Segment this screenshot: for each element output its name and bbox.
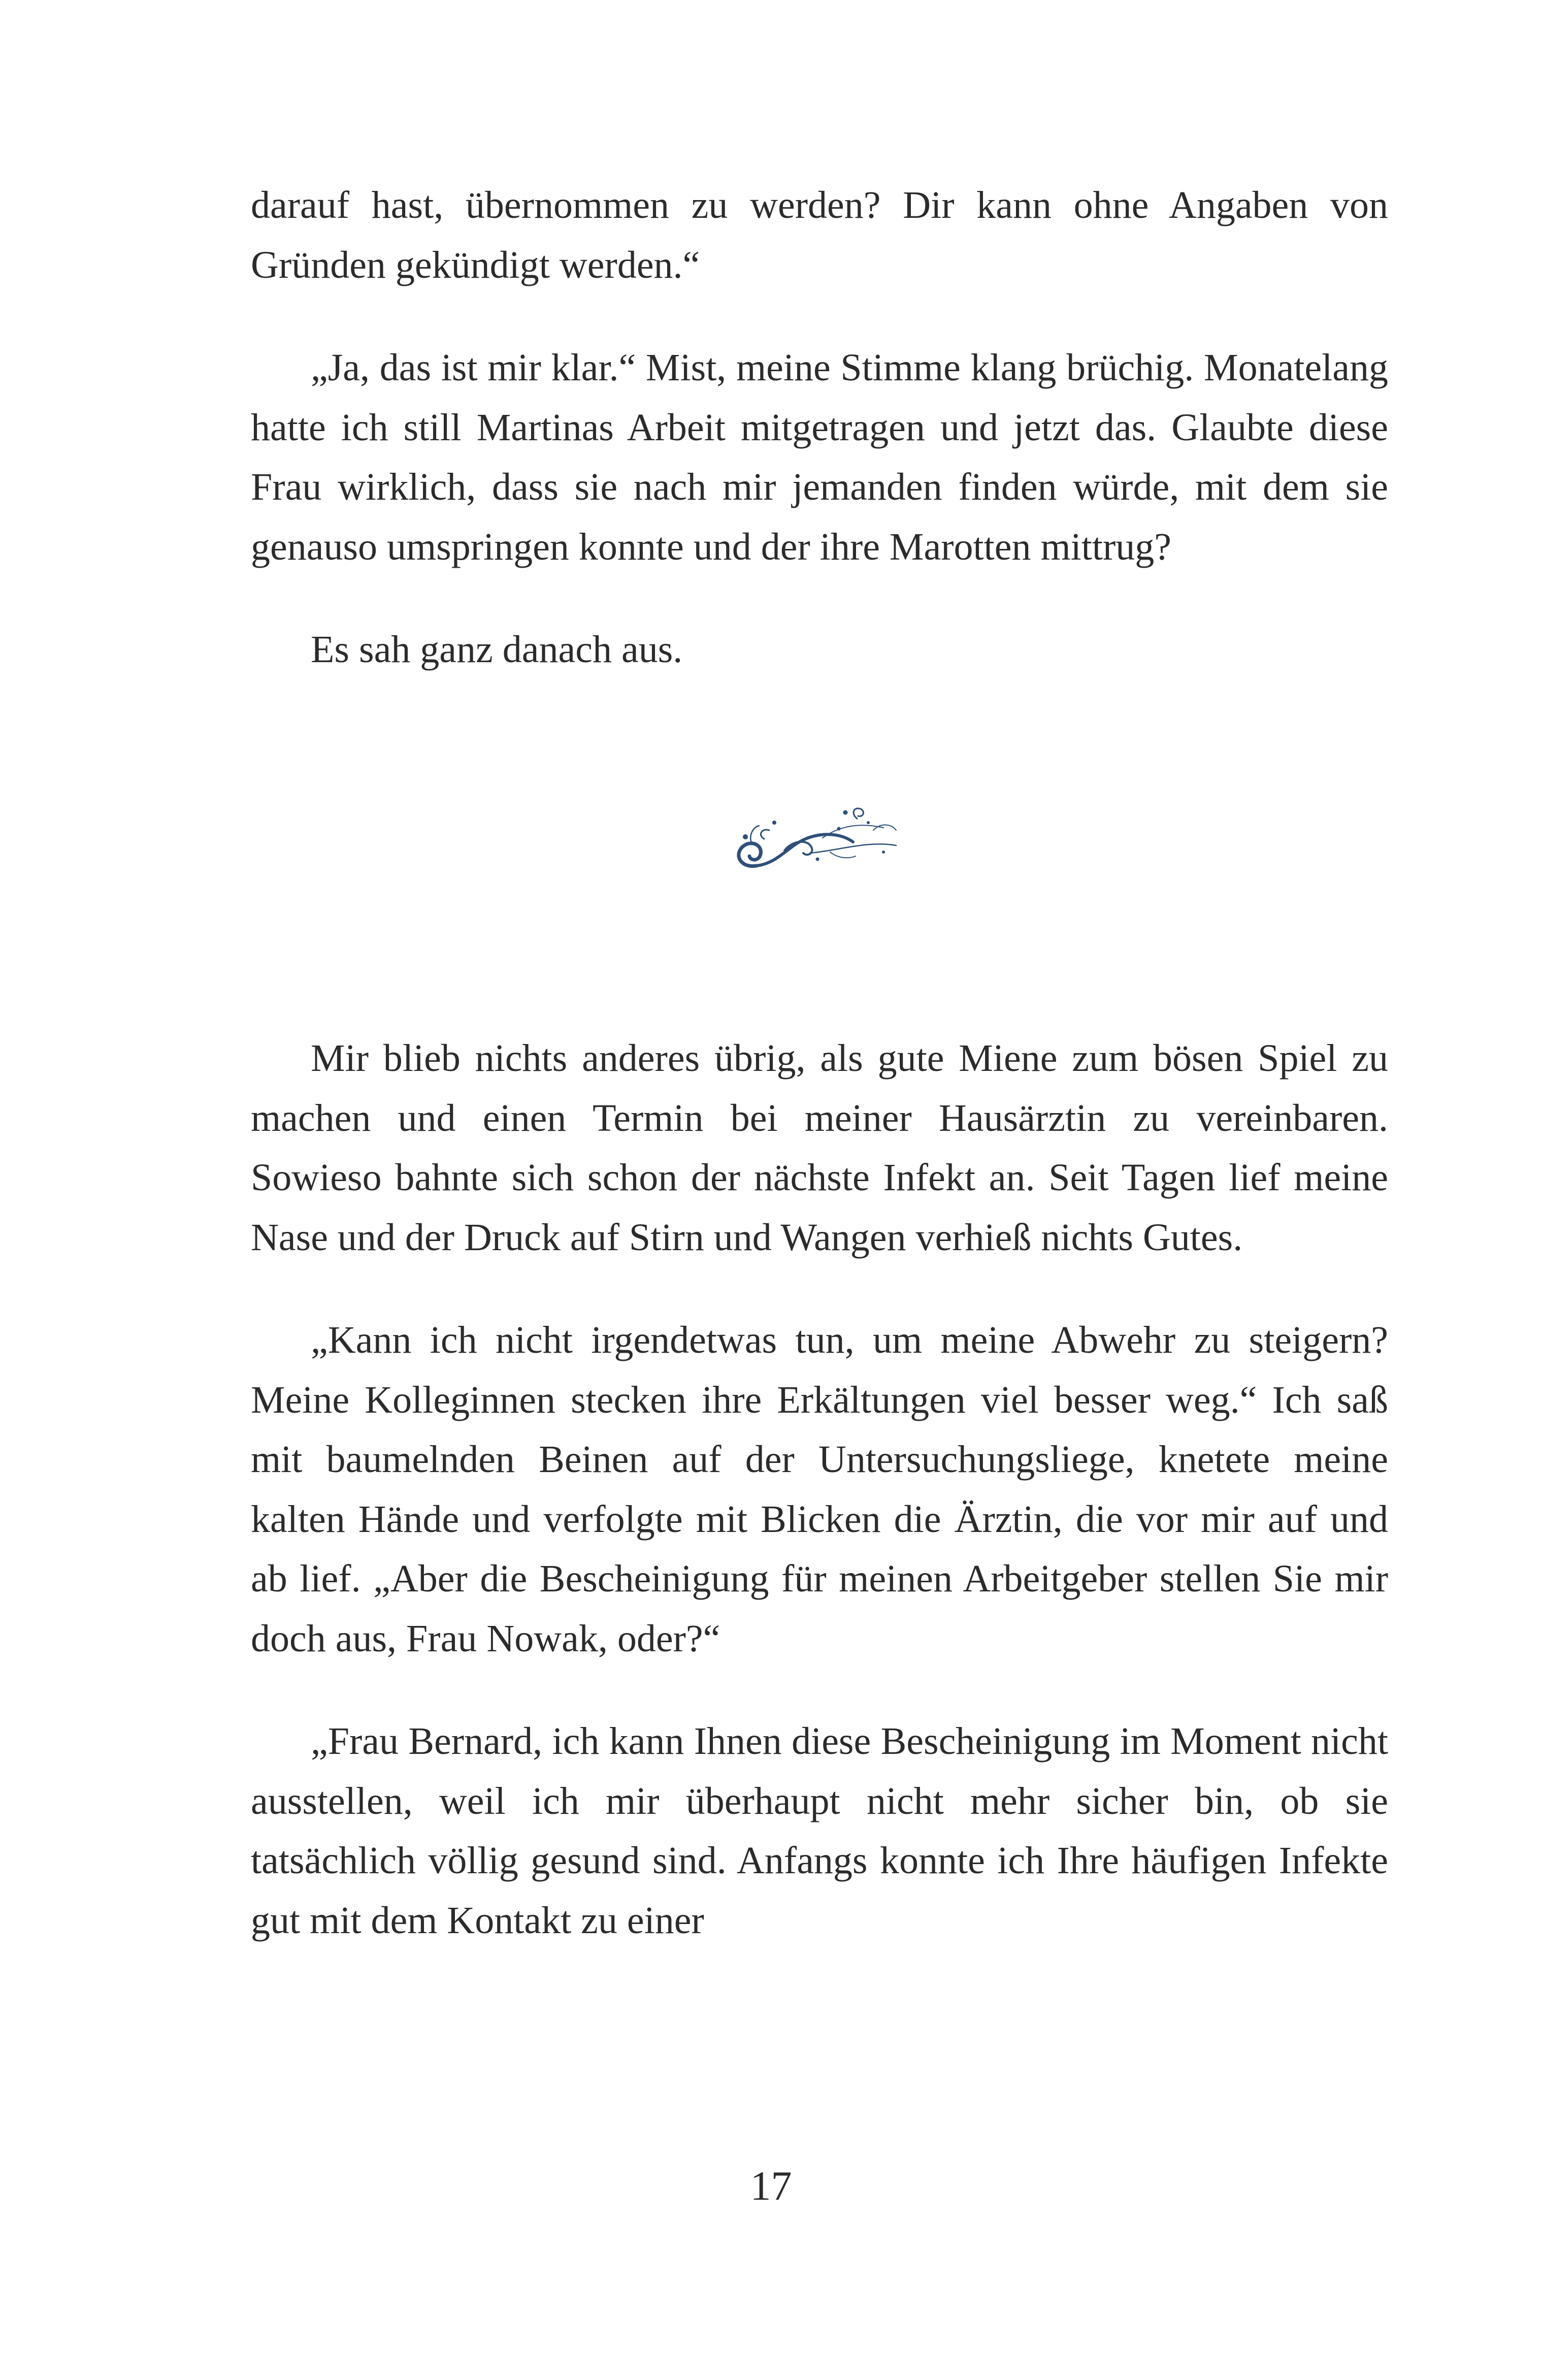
paragraph: Mir blieb nichts anderes übrig, als gute Miene zum bösen Spiel zu machen und einen Termin bei meiner Hausärztin zu vereinbaren. Sowieso bahnte sich schon der nächste Infekt an. Seit Tagen lief meine Nase und der Druck auf Stirn und Wangen verhieß nichts Gutes. (251, 1037, 1388, 1259)
paragraph: Es sah ganz danach aus. (311, 628, 683, 671)
flourish-ornament-icon (721, 792, 914, 889)
page-number: 17 (750, 2163, 792, 2209)
paragraph: darauf hast, übernommen zu werden? Dir kann ohne Angaben von Gründen gekündigt werden.“ (251, 184, 1388, 286)
text-section-top (251, 176, 1388, 680)
paragraph: „Frau Bernard, ich kann Ihnen diese Bescheinigung im Moment nicht ausstellen, weil ich mir überhaupt nicht mehr sicher bin, ob sie tatsächlich völlig gesund sind. Anfangs konnte ich Ihre häufigen Infekte gut mit dem Kontakt zu einer (251, 1720, 1388, 1942)
paragraph: „Ja, das ist mir klar.“ Mist, meine Stimme klang brüchig. Monatelang hatte ich still Martinas Arbeit mitgetragen und jetzt das. Glaubte diese Frau wirklich, dass sie nach mir jemanden finden würde, mit dem sie genauso umspringen konnte und der ihre Marotten mittrug? (251, 346, 1388, 568)
paragraph: „Kann ich nicht irgendetwas tun, um meine Abwehr zu steigern? Meine Kolleginnen stecken ihre Erkältungen viel besser weg.“ Ich saß mit baumelnden Beinen auf der Untersuchungsliege, knetete meine kalten Hände und verfolgte mit Blicken die Ärztin, die vor mir auf und ab lief. „Aber die Bescheinigung für meinen Arbeitgeber stellen Sie mir doch aus, Frau Nowak, oder?“ (251, 1319, 1388, 1660)
text-section-bottom (251, 1029, 1388, 1950)
